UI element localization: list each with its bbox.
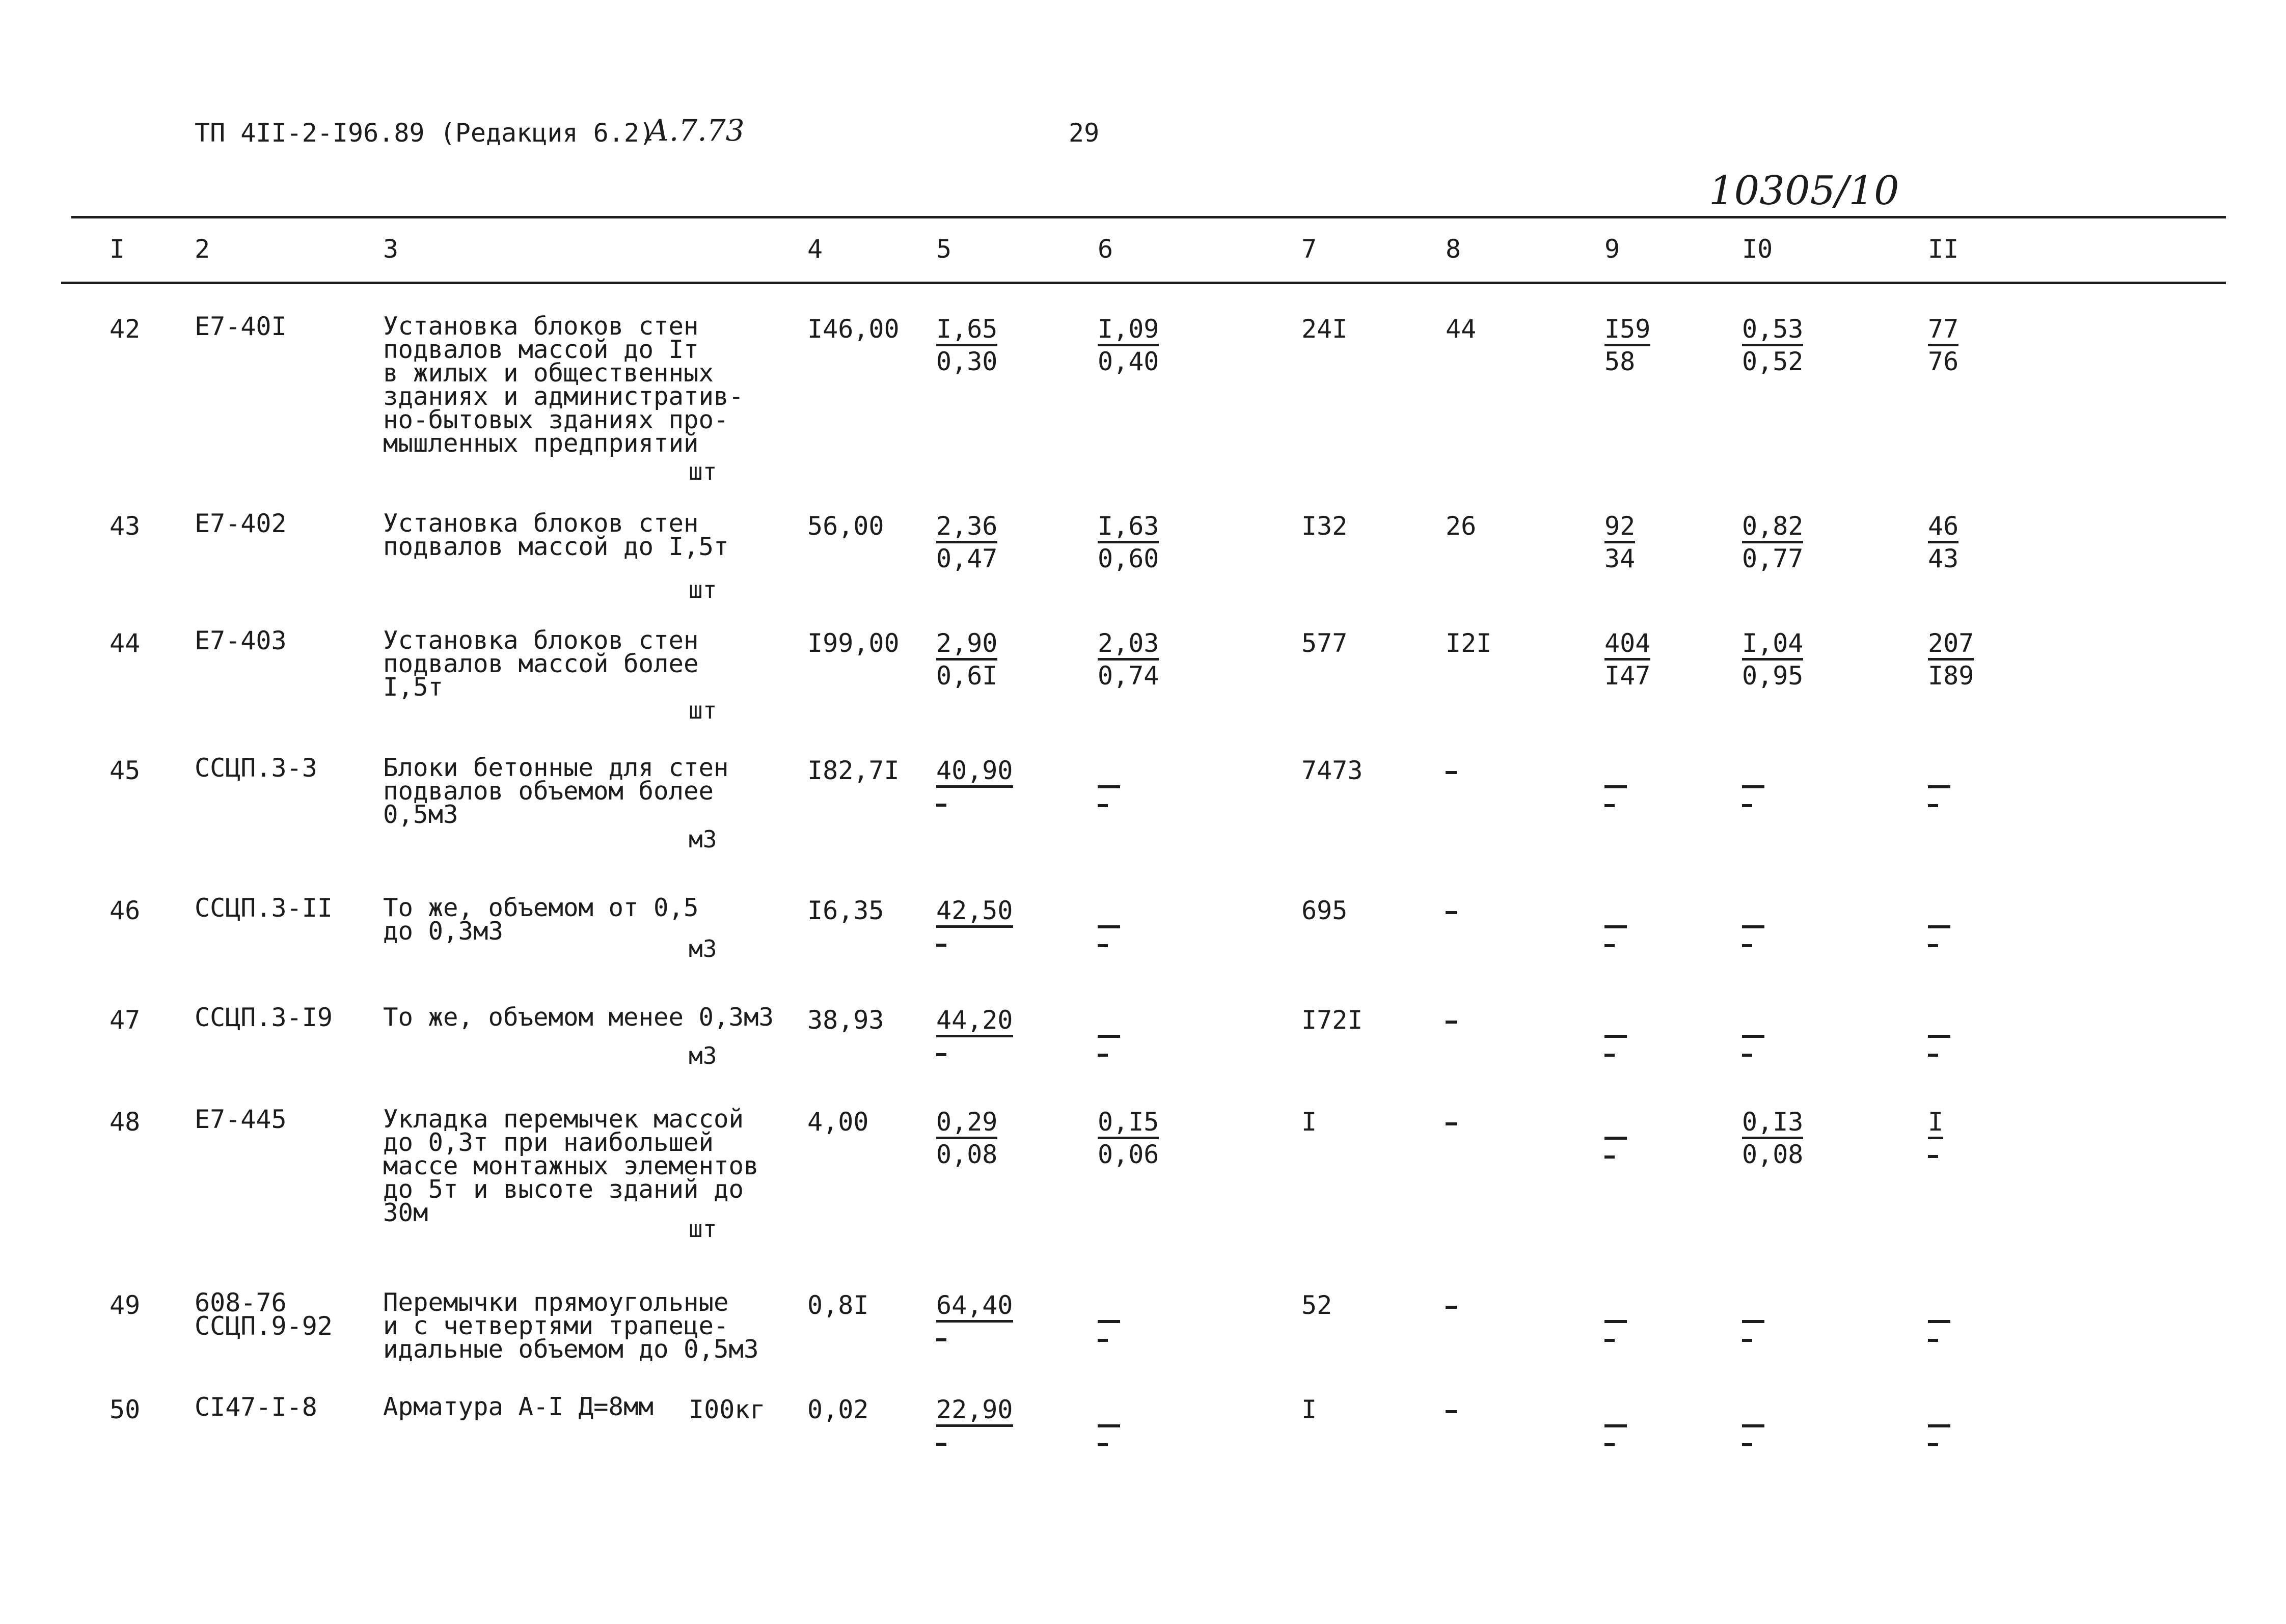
unit-cost-fraction-numerator: 0,29 [936, 1108, 997, 1139]
quantity: 0,8I [807, 1290, 869, 1320]
col11-fraction-numerator [1928, 1291, 1950, 1323]
col11-value [1928, 1006, 1950, 1068]
unit-cost-fraction-numerator: 2,90 [936, 629, 997, 660]
work-description: Блоки бетонные для стен подвалов объемом более 0,5м3 [383, 753, 729, 829]
col10-fraction-denominator [1742, 788, 1764, 819]
col10-fraction-denominator [1742, 1038, 1764, 1068]
unit-cost-fraction [936, 1291, 1013, 1353]
unit-cost-fraction [936, 629, 997, 691]
machine-cost-fraction-denominator: 0,40 [1098, 347, 1159, 376]
dash-mark [1098, 804, 1108, 807]
col9-value [1604, 1395, 1627, 1458]
col8-dash [1446, 1006, 1457, 1034]
handwritten-code: А.7.73 [647, 113, 745, 148]
price-code: Е7-445 [195, 1105, 287, 1134]
row-number: 43 [110, 511, 141, 541]
total-cost: 52 [1301, 1290, 1332, 1320]
col11-fraction-denominator [1928, 1038, 1950, 1068]
col10-fraction [1742, 1006, 1764, 1068]
col11-fraction-numerator [1928, 757, 1950, 788]
machine-cost-fraction-numerator: 0,I5 [1098, 1108, 1159, 1139]
unit-cost-fraction-numerator: 64,40 [936, 1291, 1013, 1323]
unit-cost-fraction [936, 315, 997, 377]
price-code: Е7-402 [195, 509, 287, 538]
machine-cost-fraction [1098, 896, 1120, 959]
col11-fraction [1928, 756, 1950, 819]
machine-cost-fraction [1098, 1108, 1159, 1170]
row-number: 45 [110, 756, 141, 785]
dash-mark [1742, 1339, 1752, 1342]
price-code: ССЦП.3-3 [195, 753, 317, 783]
col9-fraction-numerator [1604, 1006, 1627, 1038]
col8-dash [1446, 756, 1457, 785]
col10-value [1742, 315, 1803, 377]
col9-fraction-denominator [1604, 1323, 1627, 1354]
unit-of-measure: шт [689, 697, 717, 724]
machine-cost-fraction-numerator [1098, 1396, 1120, 1427]
unit-cost-fraction-numerator: 40,90 [936, 757, 1013, 788]
dash-mark [1928, 1054, 1938, 1057]
col11-fraction-numerator: 207 [1928, 629, 1974, 660]
unit-of-measure: м3 [689, 825, 717, 853]
col9-fraction-denominator: 34 [1604, 544, 1636, 573]
col10-fraction-numerator [1742, 897, 1764, 928]
unit-cost-fraction-denominator [936, 1037, 1013, 1068]
dash-mark [936, 1338, 946, 1341]
col11-value [1928, 512, 1958, 574]
col9-fraction-denominator: 58 [1604, 347, 1636, 376]
work-description: Укладка перемычек массой до 0,3т при наибольшей массе монтажных элементов до 5т и высоте зданий до 30м [383, 1105, 759, 1227]
col9-fraction-numerator: I59 [1604, 315, 1650, 346]
total-cost: I32 [1301, 511, 1348, 541]
quantity: 0,02 [807, 1395, 869, 1424]
column-number-8: 8 [1446, 234, 1461, 264]
unit-cost [936, 629, 997, 691]
col9-fraction [1604, 1108, 1627, 1170]
col11-fraction-denominator [1928, 928, 1950, 959]
col11-fraction [1928, 629, 1974, 691]
col9-fraction-denominator [1604, 1427, 1627, 1458]
unit-cost [936, 756, 1013, 818]
price-code: Е7-40I [195, 312, 287, 341]
col11-value [1928, 315, 1958, 377]
unit-cost-fraction-denominator [936, 788, 1013, 818]
dash-mark [1742, 944, 1752, 947]
dash-mark [936, 804, 946, 807]
price-code: ССЦП.3-I9 [195, 1003, 333, 1032]
col9-value [1604, 1291, 1627, 1354]
machine-cost [1098, 1108, 1159, 1170]
work-description: Перемычки прямоугольные и с четвертями трапеце- идальные объемом до 0,5м3 [383, 1288, 759, 1364]
unit-cost-fraction [936, 1108, 997, 1170]
unit-cost-fraction [936, 896, 1013, 958]
col10-fraction [1742, 1291, 1764, 1354]
col9-fraction [1604, 1395, 1627, 1458]
machine-cost-fraction-numerator [1098, 1291, 1120, 1323]
column-number-3: 3 [383, 234, 399, 264]
unit-cost-fraction [936, 756, 1013, 818]
machine-cost-fraction-denominator [1098, 928, 1120, 959]
col10-fraction [1742, 1395, 1764, 1458]
col10-fraction-denominator: 0,52 [1742, 347, 1804, 376]
dash-mark [1098, 1339, 1108, 1342]
col10-value [1742, 1291, 1764, 1354]
col9-fraction-numerator [1604, 1291, 1627, 1323]
unit-cost [936, 1108, 997, 1170]
unit-cost-fraction [936, 1395, 1013, 1457]
quantity: I6,35 [807, 896, 884, 925]
col9-fraction [1604, 896, 1627, 959]
col11-fraction [1928, 1006, 1950, 1068]
unit-cost-fraction [936, 1006, 1013, 1068]
dash-mark [1604, 944, 1615, 947]
row-number: 42 [110, 314, 141, 344]
column-number-4: 4 [807, 234, 823, 264]
unit-cost-fraction-numerator: 42,50 [936, 897, 1013, 928]
dash-mark [1446, 1122, 1457, 1125]
col10-fraction-denominator [1742, 1427, 1764, 1458]
machine-cost-fraction [1098, 512, 1159, 574]
col9-value [1604, 896, 1627, 959]
col8-dash [1446, 896, 1457, 925]
unit-cost-fraction-denominator: 0,47 [936, 544, 998, 573]
dash-mark [1928, 1155, 1938, 1158]
page-number: 29 [1069, 118, 1100, 148]
machine-cost [1098, 1291, 1120, 1354]
col9-fraction [1604, 512, 1635, 574]
machine-cost-fraction-numerator: I,09 [1098, 315, 1159, 346]
col10-fraction [1742, 512, 1803, 574]
col9-fraction [1604, 1006, 1627, 1068]
col10-fraction-denominator [1742, 928, 1764, 959]
machine-cost-fraction-denominator: 0,74 [1098, 661, 1159, 691]
col9-fraction-denominator [1604, 928, 1627, 959]
machine-cost-fraction [1098, 315, 1159, 377]
col9-value [1604, 512, 1635, 574]
machine-cost-fraction [1098, 1291, 1120, 1354]
total-cost: 24I [1301, 314, 1348, 344]
dash-mark [936, 944, 946, 947]
unit-cost [936, 1006, 1013, 1068]
dash-mark [1446, 911, 1457, 914]
machine-cost-fraction-denominator [1098, 1038, 1120, 1068]
dash-mark [1604, 1443, 1615, 1446]
col10-value [1742, 512, 1803, 574]
col9-fraction-denominator [1604, 788, 1627, 819]
work-description: То же, объемом от 0,5 до 0,3м3 [383, 893, 699, 946]
col10-value [1742, 1395, 1764, 1458]
machine-cost-fraction-numerator [1098, 897, 1120, 928]
col11-fraction-denominator: 43 [1928, 544, 1959, 573]
col9-fraction-numerator [1604, 757, 1627, 788]
unit-cost [936, 315, 997, 377]
col8-value: 26 [1446, 511, 1477, 541]
col10-fraction-denominator: 0,08 [1742, 1140, 1804, 1169]
unit-cost [936, 1291, 1013, 1353]
col10-value [1742, 629, 1803, 691]
row-number: 46 [110, 896, 141, 925]
dash-mark [936, 1053, 946, 1056]
col10-fraction-numerator [1742, 757, 1764, 788]
col8-dash [1446, 1108, 1457, 1136]
price-code: СI47-I-8 [195, 1392, 317, 1422]
machine-cost-fraction-denominator [1098, 1323, 1120, 1354]
machine-cost [1098, 896, 1120, 959]
machine-cost-fraction-numerator: 2,03 [1098, 629, 1159, 660]
total-cost: 695 [1301, 896, 1348, 925]
col8-dash [1446, 1291, 1457, 1319]
col11-fraction-numerator [1928, 897, 1950, 928]
col9-fraction-denominator [1604, 1038, 1627, 1068]
column-number-5: 5 [936, 234, 952, 264]
col11-fraction-denominator [1928, 1427, 1950, 1458]
col9-fraction-numerator [1604, 1108, 1627, 1140]
column-number-2: 2 [195, 234, 210, 264]
unit-cost-fraction-denominator [936, 1427, 1013, 1457]
machine-cost-fraction-numerator [1098, 757, 1120, 788]
col11-value [1928, 1291, 1950, 1354]
dash-mark [1098, 944, 1108, 947]
total-cost: 577 [1301, 628, 1348, 658]
dash-mark [1742, 804, 1752, 807]
work-description: Установка блоков стен подвалов массой до Iт в жилых и общественных зданиях и административ- но-бытовых зданиях про- мышленных предприятий [383, 312, 744, 458]
col9-fraction [1604, 756, 1627, 819]
dash-mark [1604, 1155, 1615, 1159]
col10-value [1742, 756, 1764, 819]
col11-fraction-denominator: I89 [1928, 661, 1974, 691]
col10-value [1742, 1006, 1764, 1068]
quantity: 4,00 [807, 1107, 869, 1137]
quantity: 56,00 [807, 511, 884, 541]
row-number: 48 [110, 1107, 141, 1137]
column-number-6: 6 [1098, 234, 1113, 264]
quantity: I82,7I [807, 756, 900, 785]
col11-fraction [1928, 1395, 1950, 1458]
unit-of-measure: шт [689, 576, 717, 603]
unit-of-measure: шт [689, 1215, 717, 1243]
unit-cost-fraction-numerator: I,65 [936, 315, 997, 346]
col10-value [1742, 896, 1764, 959]
quantity: I99,00 [807, 628, 900, 658]
unit-cost-fraction-denominator: 0,08 [936, 1140, 998, 1169]
col9-fraction-numerator [1604, 897, 1627, 928]
unit-cost-fraction-numerator: 44,20 [936, 1006, 1013, 1037]
machine-cost-fraction-denominator [1098, 788, 1120, 819]
col10-fraction [1742, 896, 1764, 959]
col9-fraction-denominator: I47 [1604, 661, 1651, 691]
total-cost: I [1301, 1107, 1317, 1137]
row-number: 50 [110, 1395, 141, 1424]
col10-fraction [1742, 629, 1803, 691]
col10-fraction-denominator [1742, 1323, 1764, 1354]
col11-fraction-numerator: 77 [1928, 315, 1958, 346]
unit-cost-fraction-denominator [936, 928, 1013, 958]
dash-mark [1928, 1339, 1938, 1342]
dash-mark [1446, 1306, 1457, 1309]
unit-cost-fraction-denominator: 0,30 [936, 347, 998, 376]
total-cost: I72I [1301, 1005, 1363, 1035]
total-cost: 7473 [1301, 756, 1363, 785]
col10-fraction [1742, 315, 1803, 377]
col8-value: 44 [1446, 314, 1477, 344]
col10-fraction-numerator [1742, 1396, 1764, 1427]
col11-fraction [1928, 896, 1950, 959]
col11-fraction-denominator [1928, 1139, 1943, 1170]
dash-mark [1604, 1054, 1615, 1057]
col10-fraction-numerator: 0,I3 [1742, 1108, 1803, 1139]
unit-of-measure: м3 [689, 935, 717, 962]
machine-cost [1098, 512, 1159, 574]
column-number-10: I0 [1742, 234, 1773, 264]
unit-cost [936, 896, 1013, 958]
machine-cost-fraction-numerator: I,63 [1098, 512, 1159, 543]
col9-fraction-numerator [1604, 1396, 1627, 1427]
total-cost: I [1301, 1395, 1317, 1424]
dash-mark [1446, 771, 1457, 774]
col11-value [1928, 1395, 1950, 1458]
col9-fraction-numerator: 92 [1604, 512, 1635, 543]
unit-cost-fraction-numerator: 2,36 [936, 512, 997, 543]
machine-cost-fraction [1098, 629, 1159, 691]
col8-value: I2I [1446, 628, 1492, 658]
col11-value [1928, 756, 1950, 819]
machine-cost-fraction [1098, 1395, 1120, 1458]
col11-fraction-denominator [1928, 788, 1950, 819]
machine-cost [1098, 315, 1159, 377]
unit-of-measure: I00кг [689, 1395, 766, 1424]
dash-mark [1446, 1021, 1457, 1024]
col10-fraction-numerator [1742, 1291, 1764, 1323]
table-header-rule [61, 282, 2226, 284]
dash-mark [1604, 804, 1615, 807]
work-description: Установка блоков стен подвалов массой до I,5т [383, 509, 729, 561]
unit-of-measure: шт [689, 458, 717, 485]
col10-fraction-numerator: 0,53 [1742, 315, 1803, 346]
dash-mark [1928, 1443, 1938, 1446]
dash-mark [936, 1443, 946, 1446]
col11-value [1928, 1108, 1943, 1170]
unit-cost [936, 512, 997, 574]
unit-cost-fraction-numerator: 22,90 [936, 1396, 1013, 1427]
unit-of-measure: м3 [689, 1042, 717, 1069]
col11-fraction-denominator: 76 [1928, 347, 1959, 376]
col10-fraction-numerator: I,04 [1742, 629, 1803, 660]
col10-fraction [1742, 1108, 1803, 1170]
dash-mark [1742, 1054, 1752, 1057]
quantity: 38,93 [807, 1005, 884, 1035]
col10-fraction [1742, 756, 1764, 819]
dash-mark [1742, 1443, 1752, 1446]
row-number: 47 [110, 1005, 141, 1035]
unit-cost-fraction-denominator: 0,6I [936, 661, 998, 691]
machine-cost-fraction-numerator [1098, 1006, 1120, 1038]
col9-value [1604, 1108, 1627, 1170]
col9-fraction-numerator: 404 [1604, 629, 1650, 660]
column-number-11: II [1928, 234, 1959, 264]
col9-value [1604, 756, 1627, 819]
work-description: Арматура А-I Д=8мм [383, 1392, 654, 1421]
dash-mark [1604, 1339, 1615, 1342]
machine-cost-fraction-denominator: 0,60 [1098, 544, 1159, 573]
col9-fraction [1604, 629, 1650, 691]
col11-value [1928, 896, 1950, 959]
unit-cost-fraction [936, 512, 997, 574]
col10-fraction-denominator: 0,77 [1742, 544, 1804, 573]
col10-value [1742, 1108, 1803, 1170]
machine-cost-fraction [1098, 1006, 1120, 1068]
col10-fraction-denominator: 0,95 [1742, 661, 1804, 691]
col11-fraction [1928, 512, 1958, 574]
machine-cost [1098, 756, 1120, 819]
col10-fraction-numerator [1742, 1006, 1764, 1038]
dash-mark [1446, 1410, 1457, 1413]
col11-fraction-numerator [1928, 1006, 1950, 1038]
table-top-rule [71, 216, 2226, 218]
dash-mark [1098, 1443, 1108, 1446]
col11-value [1928, 629, 1974, 691]
col11-fraction-denominator [1928, 1323, 1950, 1354]
quantity: I46,00 [807, 314, 900, 344]
col11-fraction [1928, 1291, 1950, 1354]
col8-dash [1446, 1395, 1457, 1424]
machine-cost-fraction [1098, 756, 1120, 819]
col9-value [1604, 315, 1650, 377]
col11-fraction [1928, 315, 1958, 377]
price-code: ССЦП.3-II [195, 893, 333, 923]
machine-cost [1098, 629, 1159, 691]
handwritten-reference: 10305/10 [1709, 168, 1899, 214]
machine-cost-fraction-denominator: 0,06 [1098, 1140, 1159, 1169]
work-description: То же, объемом менее 0,3м3 [383, 1003, 774, 1032]
col10-fraction-numerator: 0,82 [1742, 512, 1803, 543]
dash-mark [1928, 944, 1938, 947]
dash-mark [1098, 1054, 1108, 1057]
col9-fraction [1604, 315, 1650, 377]
col11-fraction-numerator: 46 [1928, 512, 1958, 543]
col11-fraction [1928, 1108, 1943, 1170]
machine-cost [1098, 1006, 1120, 1068]
machine-cost-fraction-denominator [1098, 1427, 1120, 1458]
document-code: ТП 4II-2-I96.89 (Редакция 6.2) [195, 118, 655, 148]
row-number: 44 [110, 628, 141, 658]
unit-cost [936, 1395, 1013, 1457]
column-number-1: I [110, 234, 125, 264]
col9-value [1604, 1006, 1627, 1068]
col11-fraction-numerator: I [1928, 1108, 1943, 1139]
machine-cost [1098, 1395, 1120, 1458]
col9-fraction [1604, 1291, 1627, 1354]
col9-value [1604, 629, 1650, 691]
unit-cost-fraction-denominator [936, 1323, 1013, 1353]
column-number-7: 7 [1301, 234, 1317, 264]
col11-fraction-numerator [1928, 1396, 1950, 1427]
price-code: Е7-403 [195, 626, 287, 655]
dash-mark [1928, 804, 1938, 807]
column-number-9: 9 [1604, 234, 1620, 264]
work-description: Установка блоков стен подвалов массой более I,5т [383, 626, 699, 702]
price-code: 608-76 ССЦП.9-92 [195, 1288, 333, 1341]
row-number: 49 [110, 1290, 141, 1320]
col9-fraction-denominator [1604, 1140, 1627, 1170]
